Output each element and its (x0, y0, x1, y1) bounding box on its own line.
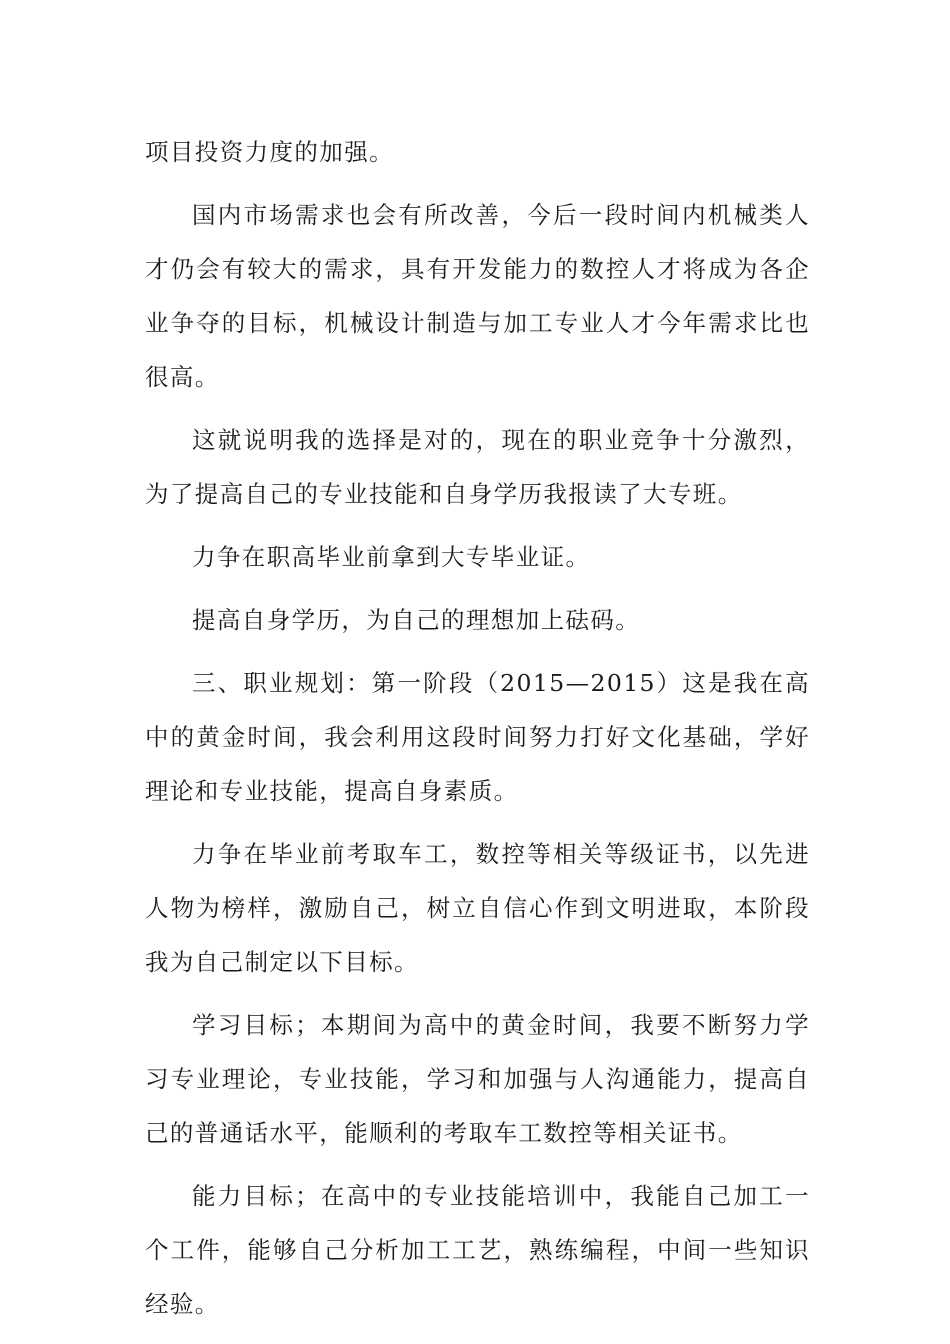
paragraph: 能力目标；在高中的专业技能培训中，我能自己加工一个工件，能够自己分析加工工艺，熟练编程，中间一些知识经验。 (145, 1182, 810, 1318)
paragraph: 力争在毕业前考取车工，数控等相关等级证书，以先进人物为榜样，激励自己，树立自信心作到文明进取，本阶段我为自己制定以下目标。 (145, 840, 810, 976)
paragraph: 国内市场需求也会有所改善，今后一段时间内机械类人才仍会有较大的需求，具有开发能力的数控人才将成为各企业争夺的目标，机械设计制造与加工专业人才今年需求比也很高。 (145, 201, 810, 391)
paragraph: 三、职业规划：第一阶段（2015—2015）这是我在高中的黄金时间，我会利用这段时间努力打好文化基础，学好理论和专业技能，提高自身素质。 (145, 669, 810, 805)
paragraph: 力争在职高毕业前拿到大专毕业证。 (192, 543, 591, 571)
document-body (145, 125, 810, 1340)
paragraph: 学习目标；本期间为高中的黄金时间，我要不断努力学习专业理论，专业技能，学习和加强与人沟通能力，提高自己的普通话水平，能顺利的考取车工数控等相关证书。 (145, 1011, 810, 1147)
paragraph: 提高自身学历，为自己的理想加上砝码。 (192, 606, 641, 634)
paragraph: 项目投资力度的加强。 (145, 138, 394, 166)
paragraph: 这就说明我的选择是对的，现在的职业竞争十分激烈，为了提高自己的专业技能和自身学历我报读了大专班。 (145, 426, 810, 508)
